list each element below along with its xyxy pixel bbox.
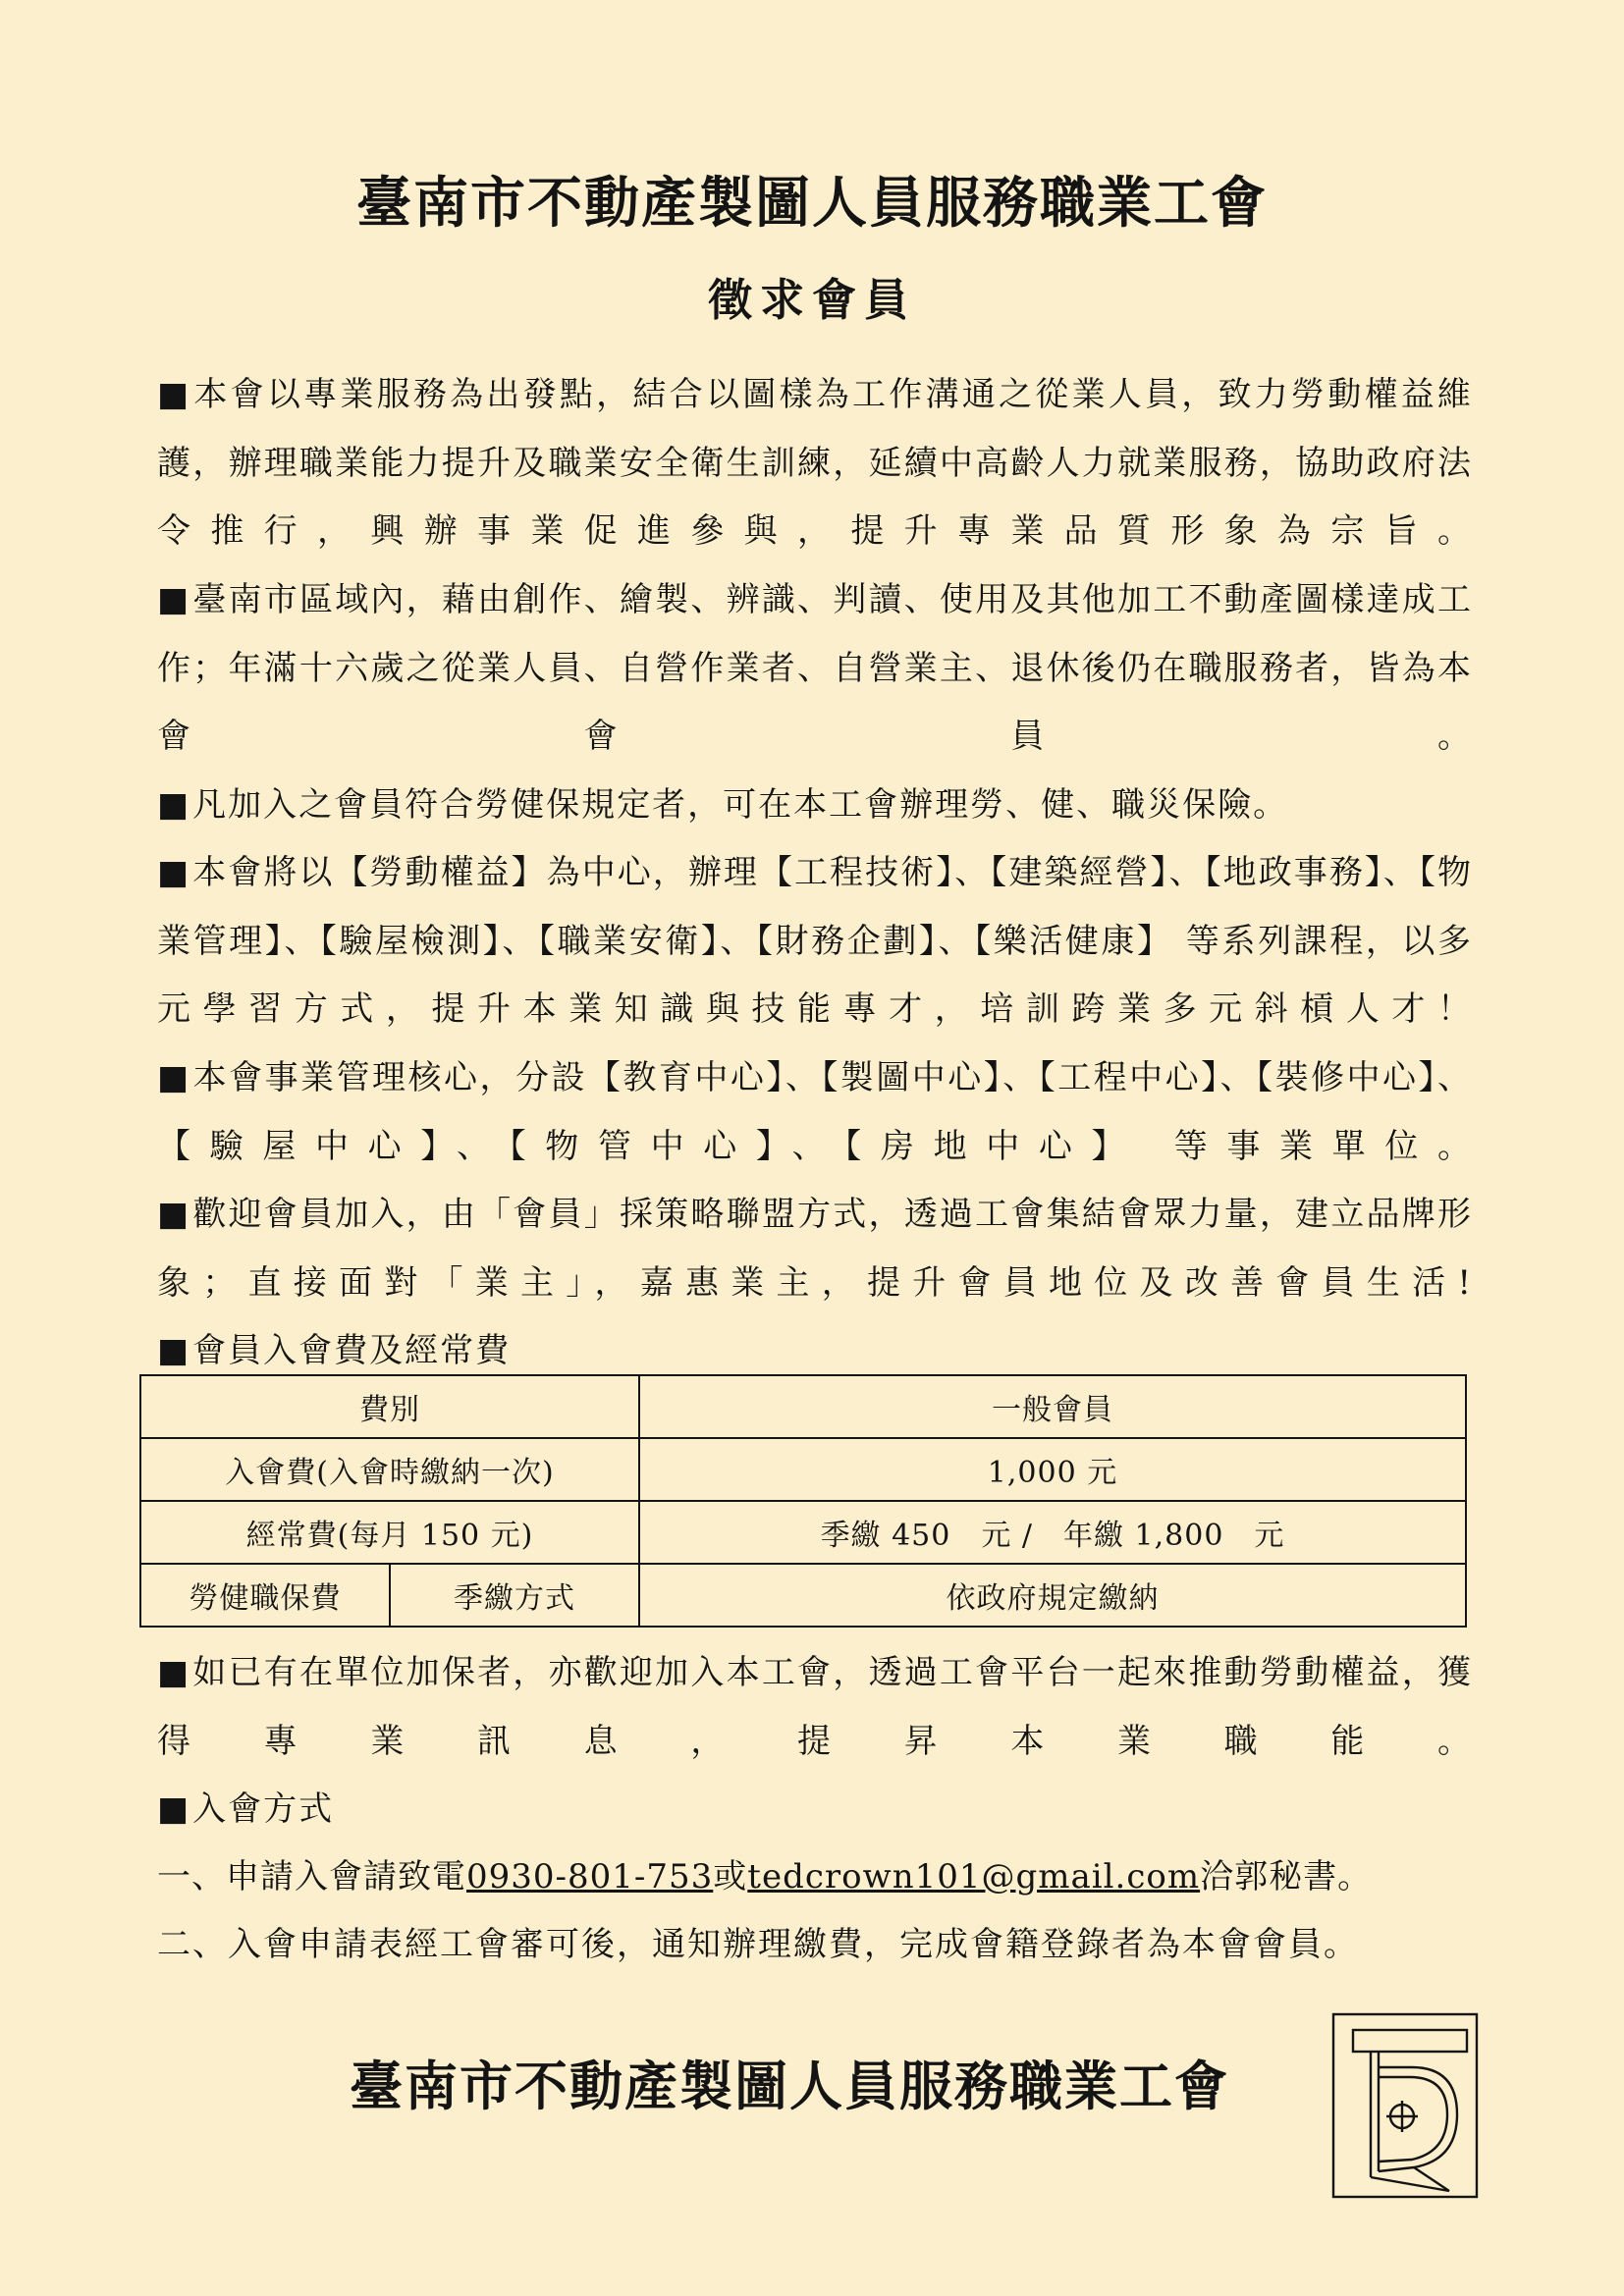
entrance-fee-value: 1,000 元 (639, 1438, 1466, 1501)
paragraph-centers: ■本會事業管理核心，分設【教育中心】、【製圖中心】、【工程中心】、【裝修中心】、【驗屋中心】、【物管中心】、【房地中心】 等事業單位。 (157, 1058, 1473, 1166)
fee-table (139, 1374, 1467, 1628)
square-bullet-icon: ■ (157, 1195, 191, 1234)
join-step-2: 二、入會申請表經工會審可後，通知辦理繳費，完成會籍登錄者為本會會員。 (157, 1925, 1359, 1964)
paragraph-welcome: ■歡迎會員加入，由「會員」採策略聯盟方式，透過工會集結會眾力量，建立品牌形象；直接面對「業主」，嘉惠業主，提升會員地位及改善會員生活! (157, 1195, 1473, 1303)
paragraph-mission: ■本會以專業服務為出發點，結合以圖樣為工作溝通之從業人員，致力勞動權益維護，辦理職業能力提升及職業安全衛生訓練，延續中高齡人力就業服務，協助政府法令推行，興辦事業促進參與，提升專業品質形象為宗旨。 (157, 375, 1474, 551)
table-row (140, 1564, 1466, 1627)
table-row (140, 1438, 1466, 1501)
fee-type-header: 費別 (140, 1375, 639, 1438)
square-bullet-icon: ■ (157, 580, 191, 619)
square-bullet-icon: ■ (157, 785, 191, 825)
square-bullet-icon: ■ (157, 1058, 191, 1097)
table-row (140, 1501, 1466, 1564)
insurance-payment-method-label: 季繳方式 (390, 1564, 639, 1627)
square-bullet-icon: ■ (157, 853, 191, 892)
paragraph-existing-insured: ■如已有在單位加保者，亦歡迎加入本工會，透過工會平台一起來推動勞動權益，獲得專業訊息，提昇本業職能。 (157, 1653, 1473, 1761)
phone-link[interactable]: 0930-801-753 (466, 1857, 714, 1896)
square-bullet-icon: ■ (157, 1653, 191, 1692)
page-title: 臺南市不動產製圖人員服務職業工會 (356, 172, 1268, 236)
square-bullet-icon: ■ (157, 1789, 191, 1829)
paragraph-insurance: ■凡加入之會員符合勞健保規定者，可在本工會辦理勞、健、職災保險。 (157, 785, 1289, 825)
regular-fee-value: 季繳 450 元 / 年繳 1,800 元 (639, 1501, 1466, 1564)
entrance-fee-label: 入會費(入會時繳納一次) (140, 1438, 639, 1501)
insurance-fee-label: 勞健職保費 (140, 1564, 390, 1627)
insurance-fee-value: 依政府規定繳納 (639, 1564, 1466, 1627)
member-type-header: 一般會員 (639, 1375, 1466, 1438)
table-row (140, 1375, 1466, 1438)
paragraph-courses: ■本會將以【勞動權益】為中心，辦理【工程技術】、【建築經營】、【地政事務】、【物業管理】、【驗屋檢測】、【職業安衛】、【財務企劃】、【樂活健康】 等系列課程，以多元學習方式，提升本業知識與技能專才，培訓跨業多元斜槓人才！ (157, 853, 1474, 1029)
email-link[interactable]: tedcrown101@gmail.com (747, 1857, 1201, 1896)
square-bullet-icon: ■ (157, 375, 192, 414)
paragraph-membership: ■臺南市區域內，藉由創作、繪製、辨識、判讀、使用及其他加工不動產圖樣達成工作；年滿十六歲之從業人員、自營作業者、自營業主、退休後仍在職服務者，皆為本會會員。 (157, 580, 1473, 756)
paragraph-fees-heading: ■會員入會費及經常費 (157, 1331, 512, 1370)
union-logo-icon (1331, 2012, 1479, 2199)
page-subtitle: 徵求會員 (707, 274, 916, 326)
footer-org-name: 臺南市不動產製圖人員服務職業工會 (350, 2056, 1229, 2117)
paragraph-join-heading: ■入會方式 (157, 1789, 335, 1829)
regular-fee-label: 經常費(每月 150 元) (140, 1501, 639, 1564)
square-bullet-icon: ■ (157, 1331, 191, 1370)
join-step-1: 一、申請入會請致電0930-801-753或tedcrown101@gmail.com洽郭秘書。 (157, 1857, 1373, 1896)
